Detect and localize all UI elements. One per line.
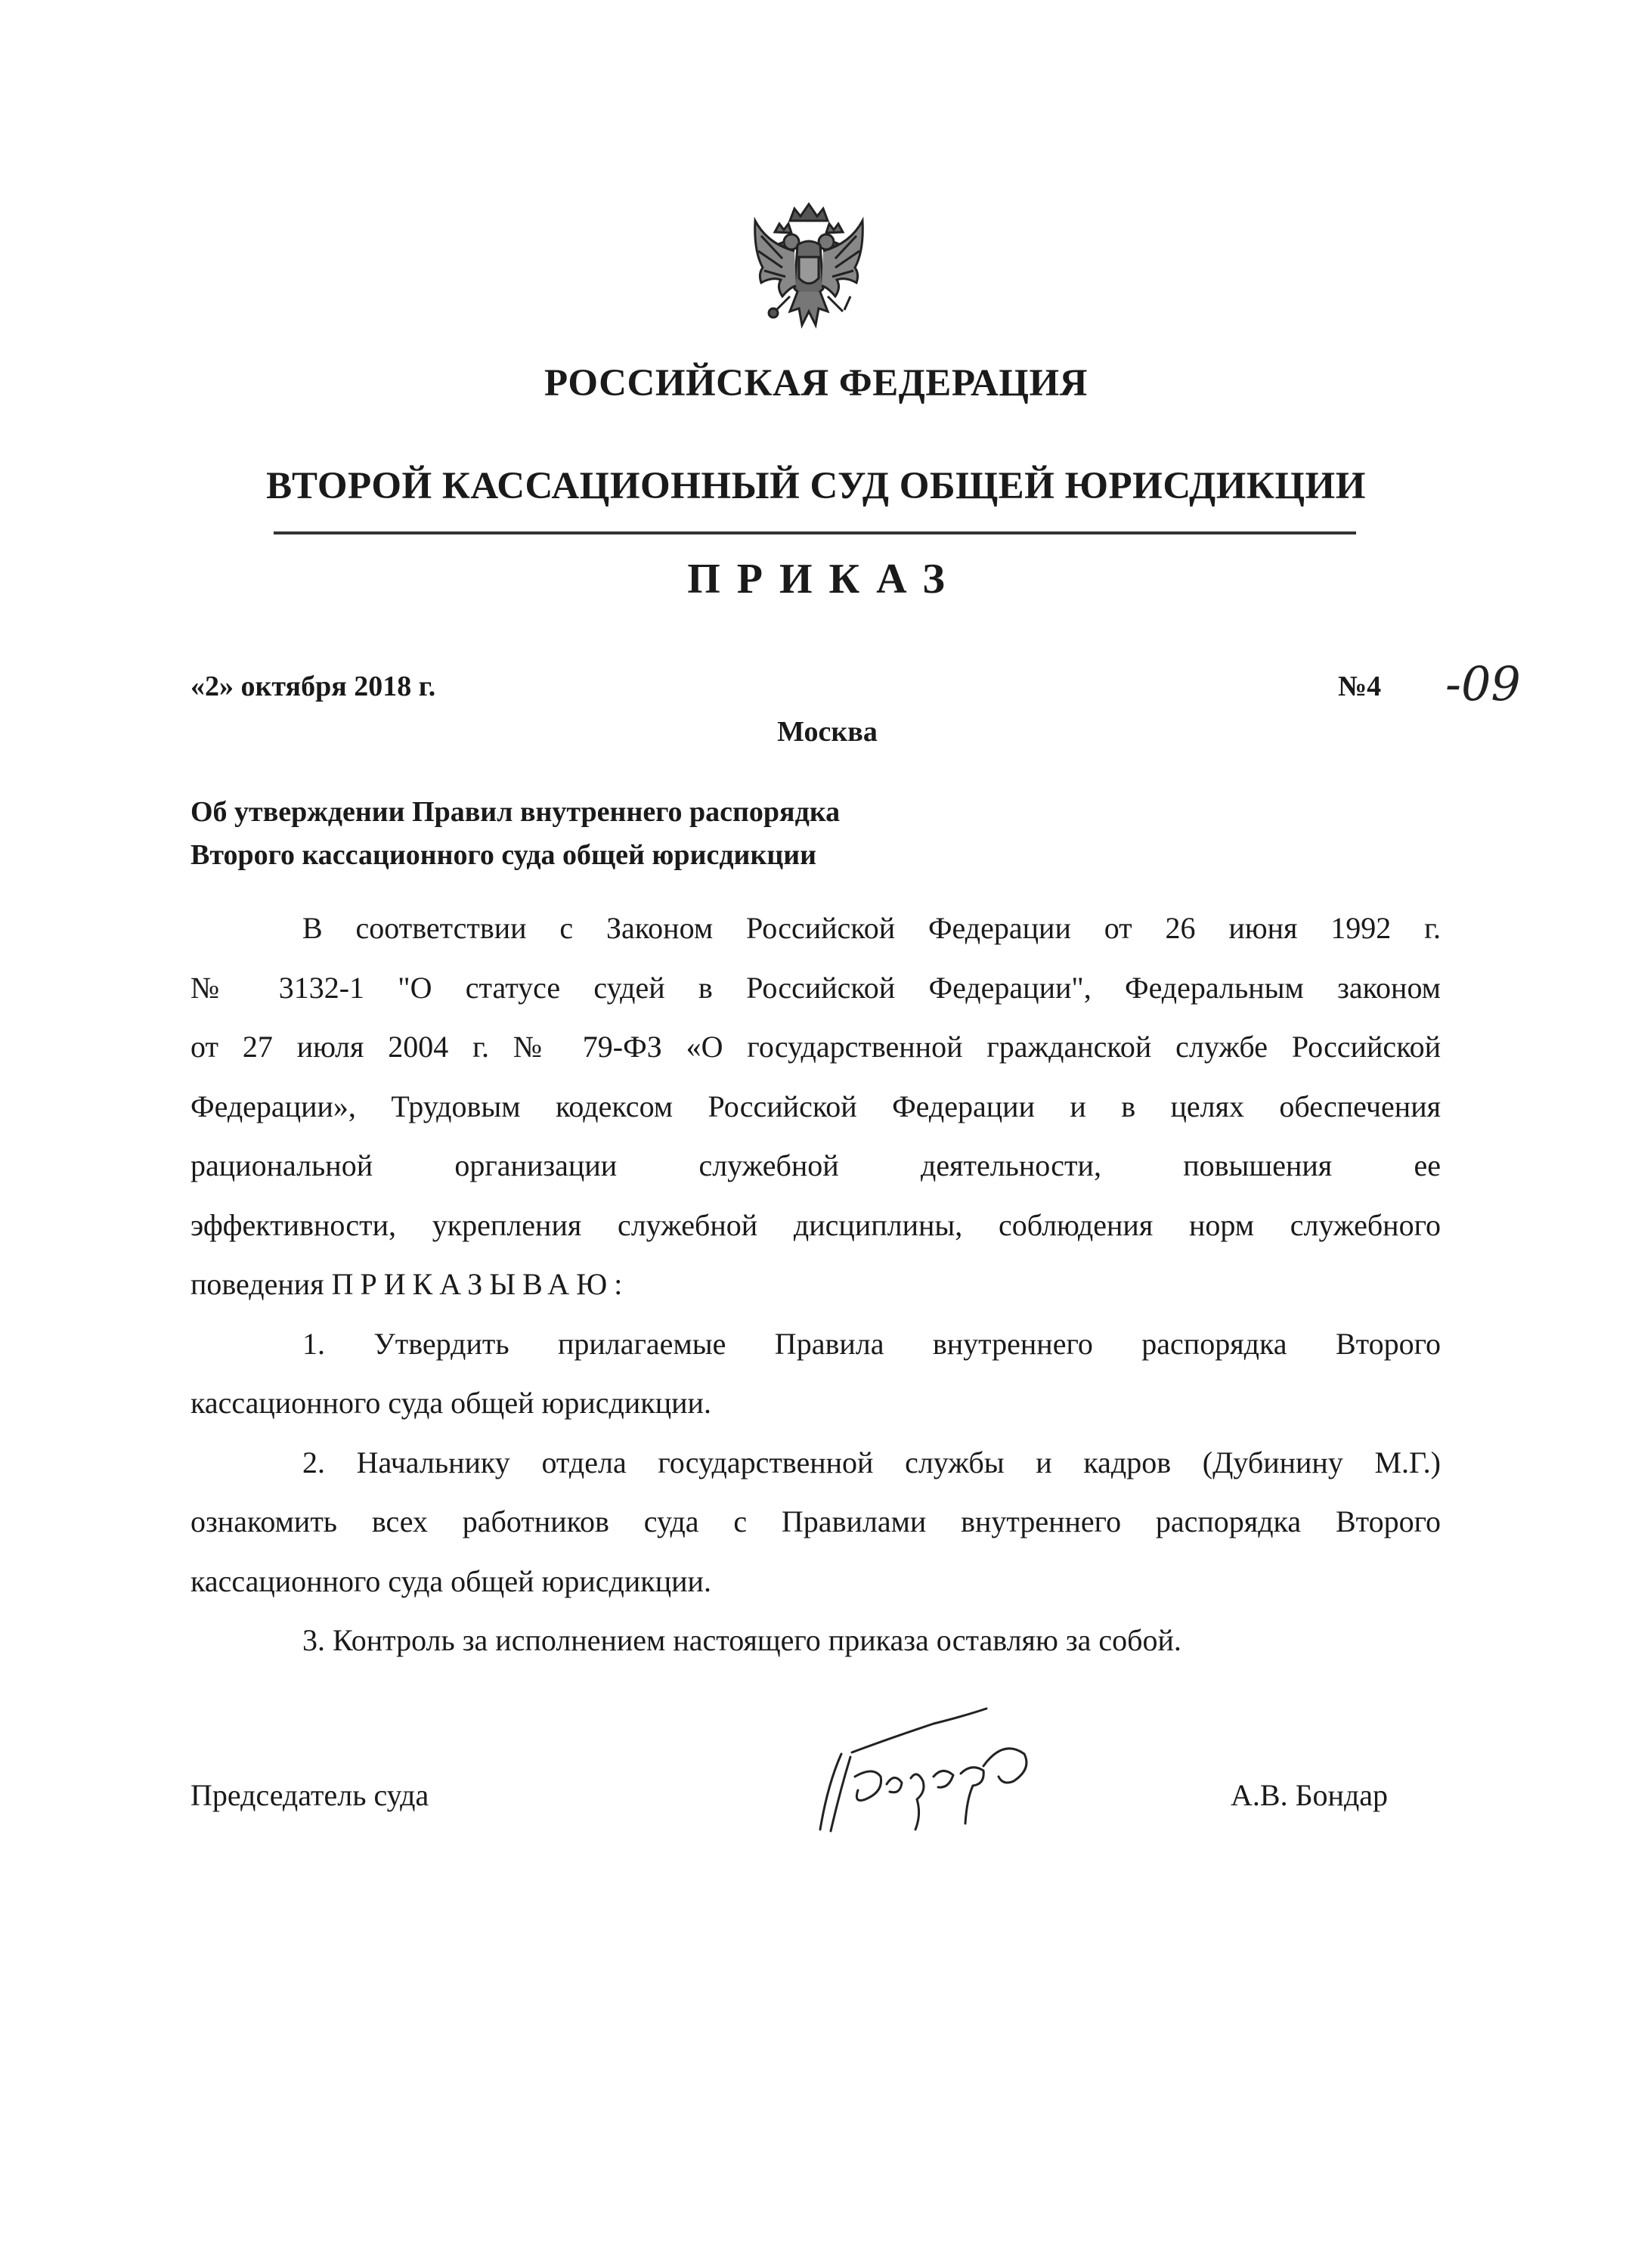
preamble-line: от 27 июля 2004 г. № 79-ФЗ «О государственной гражданской службе Российской xyxy=(190,1030,1441,1064)
item-2-line-2: ознакомить всех работников суда с Правилами внутреннего распорядка Второго xyxy=(190,1504,1441,1538)
coat-of-arms-emblem xyxy=(745,198,873,342)
item-1-line-2: кассационного суда общей юрисдикции. xyxy=(190,1386,711,1420)
subject-line-2: Второго кассационного суда общей юрисдикции xyxy=(190,839,817,871)
preamble-line: В соответствии с Законом Российской Федерации от 26 июня 1992 г. xyxy=(302,911,1441,945)
item-3: 3. Контроль за исполнением настоящего приказа оставляю за собой. xyxy=(302,1623,1181,1657)
preamble-line: рациональной организации служебной деятельности, повышения ее xyxy=(190,1148,1441,1182)
handwritten-signature xyxy=(805,1693,1066,1852)
preamble-last-line xyxy=(190,1266,1441,1302)
handwritten-number-suffix: -09 xyxy=(1445,656,1521,711)
item-1-line-1: 1. Утвердить прилагаемые Правила внутреннего распорядка Второго xyxy=(302,1327,1441,1361)
preamble-line: № 3132-1 "О статусе судей в Российской Федерации", Федеральным законом xyxy=(190,971,1441,1005)
subject-line-1: Об утверждении Правил внутреннего распорядка xyxy=(190,796,841,828)
document-type-title: ПРИКАЗ xyxy=(687,556,962,603)
preamble-last-line-prefix: поведения xyxy=(190,1267,324,1301)
preamble-line: эффективности, укрепления служебной дисциплины, соблюдения норм служебного xyxy=(190,1208,1441,1242)
item-2-line-1: 2. Начальнику отдела государственной службы и кадров (Дубинину М.Г.) xyxy=(302,1445,1441,1479)
court-heading: ВТОРОЙ КАССАЦИОННЫЙ СУД ОБЩЕЙ ЮРИСДИКЦИИ xyxy=(266,465,1366,507)
document-date: «2» октября 2018 г. xyxy=(190,671,436,702)
order-word: ПРИКАЗЫВАЮ: xyxy=(331,1267,630,1301)
preamble-line: Федерации», Трудовым кодексом Российской Федерации и в целях обеспечения xyxy=(190,1089,1441,1123)
document-number: №4 xyxy=(1338,671,1382,702)
signatory-title: Председатель суда xyxy=(190,1778,429,1812)
signatory-name: А.В. Бондар xyxy=(1231,1778,1389,1812)
header-divider xyxy=(274,531,1356,534)
item-2-line-3: кассационного суда общей юрисдикции. xyxy=(190,1564,711,1598)
document-city: Москва xyxy=(777,716,878,748)
country-heading: РОССИЙСКАЯ ФЕДЕРАЦИЯ xyxy=(544,362,1088,404)
